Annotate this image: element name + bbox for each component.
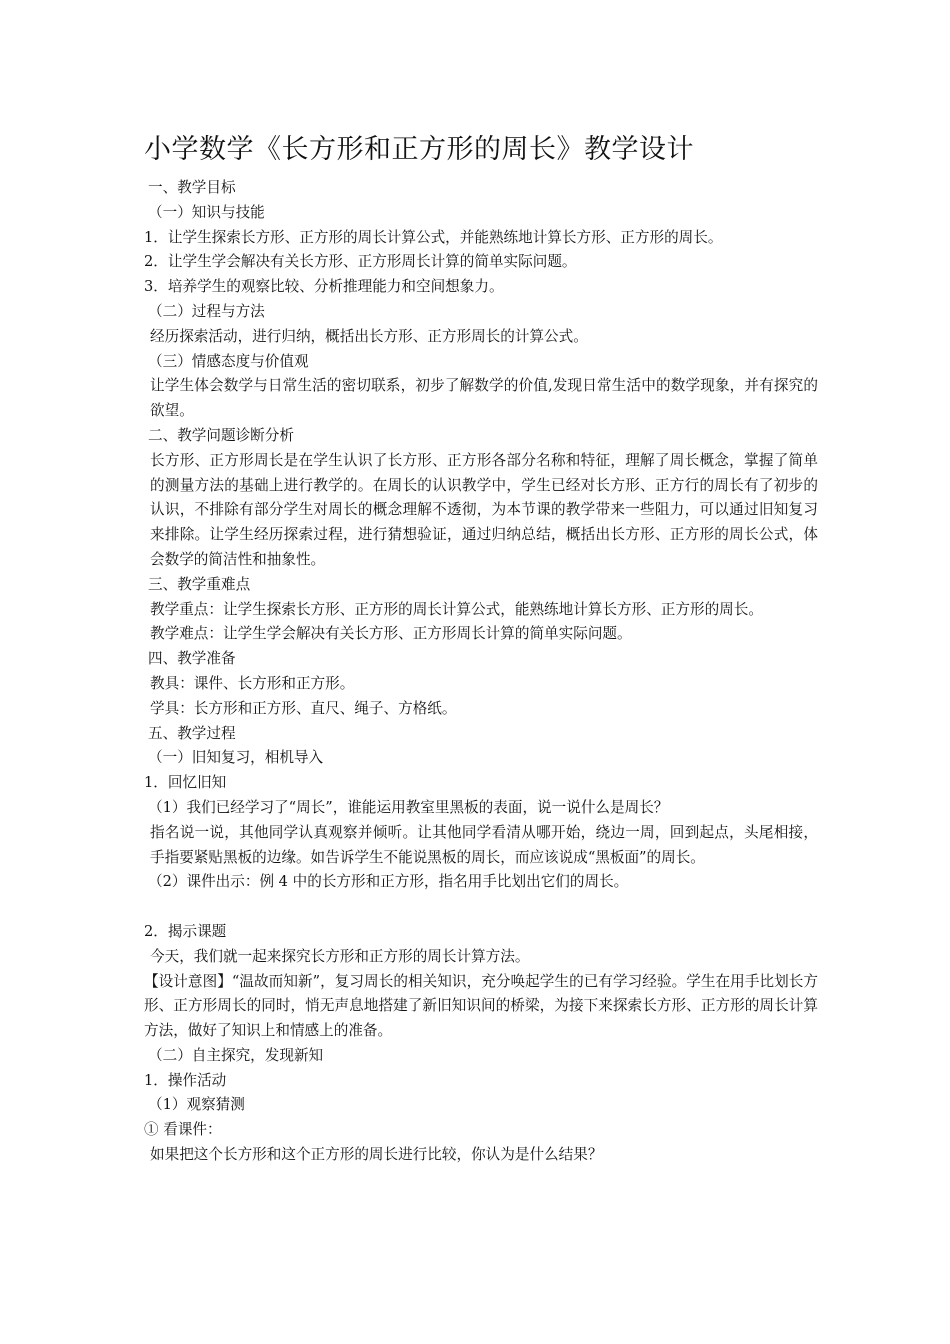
subsection-heading: （二）过程与方法 [148, 302, 265, 320]
list-item: 2．让学生学会解决有关长方形、正方形周长计算的简单实际问题。 [144, 253, 577, 271]
paragraph: 长方形、正方形周长是在学生认识了长方形、正方形各部分名称和特征，理解了周长概念，掌握了简单的测量方法的基础上进行教学的。在周长的认识教学中，学生已经对长方形、正方行的周长有了初步的认识，不排除有部分学生对周长的概念理解不透彻，为本节课的教学带来一些阻力，可以通过旧知复习来排除。让学生经历探索过程，进行猜想验证，通过归纳总结，概括出长方形、正方形的周长公式，体会数学的简洁性和抽象性。 [150, 451, 818, 568]
paragraph: 指名说一说，其他同学认真观察并倾听。让其他同学看清从哪开始，绕边一周，回到起点，头尾相接，手指要紧贴黑板的边缘。如告诉学生不能说黑板的周长，而应该说成“黑板面”的周长。 [150, 823, 818, 866]
subsection-heading: （一）知识与技能 [148, 203, 265, 221]
list-item: 1．回忆旧知 [144, 774, 227, 792]
body-text: 今天，我们就一起来探究长方形和正方形的周长计算方法。 [150, 947, 530, 965]
body-text: （2）课件出示：例 4 中的长方形和正方形，指名用手比划出它们的周长。 [148, 873, 629, 891]
body-text: （1）我们已经学习了“周长”，谁能运用教室里黑板的表面，说一说什么是周长？ [148, 798, 669, 816]
page-title: 小学数学《长方形和正方形的周长》教学设计 [144, 134, 694, 165]
blank-line [144, 895, 818, 920]
subsection-heading: （一）旧知复习，相机导入 [148, 749, 324, 767]
list-item: 1．让学生探索长方形、正方形的周长计算公式，并能熟练地计算长方形、正方形的周长。 [144, 228, 723, 246]
body-text: ① 看课件： [144, 1121, 222, 1139]
body-text: （1）观察猜测 [148, 1096, 245, 1114]
list-item: 1．操作活动 [144, 1071, 227, 1089]
body-text: 学具：长方形和正方形、直尺、绳子、方格纸。 [150, 699, 457, 717]
document-page [144, 128, 818, 1168]
section-heading-4: 四、教学准备 [148, 650, 236, 668]
list-item: 2．揭示课题 [144, 922, 227, 940]
paragraph: 让学生体会数学与日常生活的密切联系，初步了解数学的价值,发现日常生活中的数学现象，并有探究的欲望。 [150, 377, 818, 420]
body-text: 经历探索活动，进行归纳，概括出长方形、正方形周长的计算公式。 [150, 327, 588, 345]
body-text: 教具：课件、长方形和正方形。 [150, 674, 355, 692]
section-heading-3: 三、教学重难点 [148, 575, 251, 593]
section-heading-1: 一、教学目标 [148, 179, 236, 196]
paragraph: 【设计意图】“温故而知新”，复习周长的相关知识，充分唤起学生的已有学习经验。学生在用手比划长方形、正方形周长的同时，悄无声息地搭建了新旧知识间的桥梁，为接下来探索长方形、正方形的周长计算方法，做好了知识上和情感上的准备。 [144, 972, 818, 1040]
subsection-heading: （二）自主探究，发现新知 [148, 1046, 324, 1064]
subsection-heading: （三）情感态度与价值观 [148, 352, 309, 370]
section-heading-5: 五、教学过程 [148, 724, 236, 742]
body-text: 教学难点：让学生学会解决有关长方形、正方形周长计算的简单实际问题。 [150, 625, 632, 643]
body-text: 如果把这个长方形和这个正方形的周长进行比较，你认为是什么结果？ [150, 1146, 603, 1164]
paragraph: 教学重点：让学生探索长方形、正方形的周长计算公式，能熟练地计算长方形、正方形的周长。 [150, 600, 763, 618]
section-heading-2: 二、教学问题诊断分析 [148, 426, 294, 444]
list-item: 3．培养学生的观察比较、分析推理能力和空间想象力。 [144, 278, 504, 296]
